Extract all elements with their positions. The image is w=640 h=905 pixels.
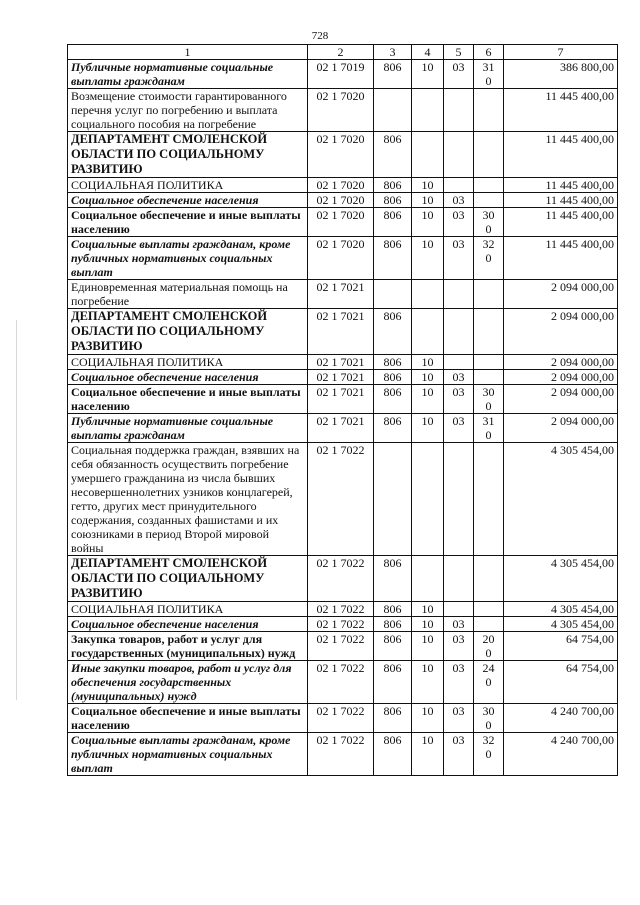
row-amount-cell: 386 800,00 (504, 60, 618, 89)
row-expense-type-cell: 31 0 (474, 60, 504, 89)
row-expense-type-cell: 32 0 (474, 733, 504, 776)
row-target-article-cell: 02 1 7021 (308, 309, 374, 355)
row-subsection-cell: 03 (444, 414, 474, 443)
table-row (68, 414, 618, 443)
row-subsection-cell (444, 602, 474, 617)
row-amount-cell: 11 445 400,00 (504, 178, 618, 193)
row-target-article-cell: 02 1 7022 (308, 602, 374, 617)
row-section-cell: 10 (412, 178, 444, 193)
row-subsection-cell: 03 (444, 370, 474, 385)
row-expense-type-cell (474, 309, 504, 355)
row-name-cell: Закупка товаров, работ и услуг для государственных (муниципальных) нужд (68, 632, 308, 661)
row-expense-type-cell (474, 370, 504, 385)
row-amount-cell: 11 445 400,00 (504, 237, 618, 280)
row-target-article-cell: 02 1 7019 (308, 60, 374, 89)
row-expense-type-cell (474, 280, 504, 309)
row-section-cell: 10 (412, 370, 444, 385)
row-subsection-cell: 03 (444, 237, 474, 280)
row-amount-cell: 2 094 000,00 (504, 414, 618, 443)
row-target-article-cell: 02 1 7021 (308, 414, 374, 443)
row-expense-type-cell (474, 178, 504, 193)
table-row (68, 370, 618, 385)
row-section-cell (412, 89, 444, 132)
table-row (68, 385, 618, 414)
row-grbs-cell (374, 89, 412, 132)
row-section-cell: 10 (412, 60, 444, 89)
page-number: 728 (311, 30, 329, 42)
row-section-cell (412, 556, 444, 602)
header-col-6: 6 (474, 45, 504, 60)
table-row (68, 89, 618, 132)
row-amount-cell: 4 305 454,00 (504, 617, 618, 632)
row-section-cell: 10 (412, 414, 444, 443)
row-expense-type-cell: 20 0 (474, 632, 504, 661)
table-row (68, 132, 618, 178)
row-name-cell: Социальные выплаты гражданам, кроме публичных нормативных социальных выплат (68, 733, 308, 776)
row-expense-type-cell: 30 0 (474, 704, 504, 733)
row-grbs-cell: 806 (374, 617, 412, 632)
row-grbs-cell: 806 (374, 704, 412, 733)
row-target-article-cell: 02 1 7021 (308, 370, 374, 385)
row-subsection-cell: 03 (444, 661, 474, 704)
row-target-article-cell: 02 1 7020 (308, 208, 374, 237)
row-subsection-cell (444, 309, 474, 355)
table-row (68, 193, 618, 208)
row-amount-cell: 11 445 400,00 (504, 193, 618, 208)
table-row (68, 280, 618, 309)
row-subsection-cell (444, 280, 474, 309)
row-expense-type-cell (474, 443, 504, 556)
row-name-cell: Социальное обеспечение населения (68, 193, 308, 208)
row-name-cell: Публичные нормативные социальные выплаты гражданам (68, 414, 308, 443)
row-grbs-cell: 806 (374, 602, 412, 617)
row-target-article-cell: 02 1 7020 (308, 178, 374, 193)
table-row (68, 602, 618, 617)
row-amount-cell: 4 305 454,00 (504, 602, 618, 617)
row-name-cell: Единовременная материальная помощь на погребение (68, 280, 308, 309)
row-grbs-cell: 806 (374, 178, 412, 193)
row-section-cell: 10 (412, 617, 444, 632)
row-amount-cell: 64 754,00 (504, 632, 618, 661)
row-name-cell: ДЕПАРТАМЕНТ СМОЛЕНСКОЙ ОБЛАСТИ ПО СОЦИАЛЬНОМУ РАЗВИТИЮ (68, 132, 308, 178)
budget-table (67, 44, 618, 776)
row-amount-cell: 2 094 000,00 (504, 370, 618, 385)
table-header (68, 45, 618, 60)
row-target-article-cell: 02 1 7022 (308, 661, 374, 704)
row-expense-type-cell (474, 132, 504, 178)
row-subsection-cell (444, 89, 474, 132)
row-target-article-cell: 02 1 7022 (308, 617, 374, 632)
row-section-cell: 10 (412, 704, 444, 733)
row-grbs-cell: 806 (374, 208, 412, 237)
row-amount-cell: 4 305 454,00 (504, 556, 618, 602)
row-grbs-cell: 806 (374, 661, 412, 704)
row-name-cell: СОЦИАЛЬНАЯ ПОЛИТИКА (68, 355, 308, 370)
row-expense-type-cell (474, 193, 504, 208)
row-subsection-cell (444, 443, 474, 556)
header-col-5: 5 (444, 45, 474, 60)
row-expense-type-cell: 30 0 (474, 385, 504, 414)
row-subsection-cell: 03 (444, 617, 474, 632)
row-name-cell: Социальное обеспечение и иные выплаты населению (68, 385, 308, 414)
row-name-cell: СОЦИАЛЬНАЯ ПОЛИТИКА (68, 602, 308, 617)
row-target-article-cell: 02 1 7021 (308, 280, 374, 309)
table-row (68, 237, 618, 280)
row-grbs-cell: 806 (374, 193, 412, 208)
row-subsection-cell: 03 (444, 632, 474, 661)
row-section-cell: 10 (412, 237, 444, 280)
row-expense-type-cell (474, 355, 504, 370)
row-subsection-cell (444, 132, 474, 178)
row-target-article-cell: 02 1 7022 (308, 556, 374, 602)
scan-margin-line (16, 320, 17, 700)
row-name-cell: Публичные нормативные социальные выплаты гражданам (68, 60, 308, 89)
row-subsection-cell: 03 (444, 704, 474, 733)
row-expense-type-cell: 24 0 (474, 661, 504, 704)
table-row (68, 208, 618, 237)
row-expense-type-cell (474, 602, 504, 617)
header-col-7: 7 (504, 45, 618, 60)
row-name-cell: Социальная поддержка граждан, взявших на себя обязанность осуществить погребение умершего гражданина из числа бывших несовершеннолетних узников концлагерей, гетто, других мест принудительного содержания, созданных фашистами и их союзниками в период Второй мировой войны (68, 443, 308, 556)
row-expense-type-cell: 31 0 (474, 414, 504, 443)
row-section-cell (412, 132, 444, 178)
row-name-cell: Социальное обеспечение населения (68, 617, 308, 632)
row-amount-cell: 11 445 400,00 (504, 89, 618, 132)
table-row (68, 733, 618, 776)
row-subsection-cell: 03 (444, 208, 474, 237)
row-amount-cell: 2 094 000,00 (504, 355, 618, 370)
row-amount-cell: 2 094 000,00 (504, 385, 618, 414)
header-col-1: 1 (68, 45, 308, 60)
row-section-cell: 10 (412, 208, 444, 237)
row-section-cell (412, 309, 444, 355)
row-grbs-cell: 806 (374, 414, 412, 443)
row-name-cell: СОЦИАЛЬНАЯ ПОЛИТИКА (68, 178, 308, 193)
row-section-cell (412, 443, 444, 556)
row-target-article-cell: 02 1 7022 (308, 704, 374, 733)
table-row (68, 178, 618, 193)
row-section-cell: 10 (412, 385, 444, 414)
row-amount-cell: 11 445 400,00 (504, 208, 618, 237)
table-row (68, 355, 618, 370)
row-expense-type-cell (474, 89, 504, 132)
header-row (68, 45, 618, 60)
row-section-cell: 10 (412, 602, 444, 617)
row-expense-type-cell: 30 0 (474, 208, 504, 237)
row-amount-cell: 11 445 400,00 (504, 132, 618, 178)
row-subsection-cell: 03 (444, 60, 474, 89)
row-grbs-cell (374, 280, 412, 309)
row-grbs-cell: 806 (374, 385, 412, 414)
row-amount-cell: 4 240 700,00 (504, 704, 618, 733)
row-grbs-cell: 806 (374, 733, 412, 776)
row-name-cell: Социальное обеспечение и иные выплаты населению (68, 704, 308, 733)
row-grbs-cell: 806 (374, 355, 412, 370)
header-col-4: 4 (412, 45, 444, 60)
row-expense-type-cell (474, 556, 504, 602)
row-target-article-cell: 02 1 7020 (308, 193, 374, 208)
row-name-cell: Социальное обеспечение населения (68, 370, 308, 385)
row-name-cell: ДЕПАРТАМЕНТ СМОЛЕНСКОЙ ОБЛАСТИ ПО СОЦИАЛЬНОМУ РАЗВИТИЮ (68, 556, 308, 602)
row-grbs-cell: 806 (374, 237, 412, 280)
row-grbs-cell (374, 443, 412, 556)
table-body (68, 60, 618, 776)
table-row (68, 704, 618, 733)
row-expense-type-cell: 32 0 (474, 237, 504, 280)
row-section-cell: 10 (412, 661, 444, 704)
table-row (68, 60, 618, 89)
row-subsection-cell (444, 178, 474, 193)
row-target-article-cell: 02 1 7021 (308, 385, 374, 414)
table-row (68, 632, 618, 661)
row-target-article-cell: 02 1 7020 (308, 132, 374, 178)
row-section-cell: 10 (412, 355, 444, 370)
table-row (68, 617, 618, 632)
row-target-article-cell: 02 1 7020 (308, 237, 374, 280)
row-section-cell: 10 (412, 733, 444, 776)
row-subsection-cell (444, 556, 474, 602)
table-row (68, 443, 618, 556)
row-subsection-cell: 03 (444, 385, 474, 414)
row-name-cell: Возмещение стоимости гарантированного перечня услуг по погребению и выплата социального пособия на погребение (68, 89, 308, 132)
row-expense-type-cell (474, 617, 504, 632)
row-amount-cell: 2 094 000,00 (504, 309, 618, 355)
table-row (68, 309, 618, 355)
row-target-article-cell: 02 1 7020 (308, 89, 374, 132)
row-amount-cell: 4 240 700,00 (504, 733, 618, 776)
row-name-cell: Иные закупки товаров, работ и услуг для обеспечения государственных (муниципальных) нужд (68, 661, 308, 704)
row-section-cell: 10 (412, 632, 444, 661)
table-row (68, 661, 618, 704)
header-col-2: 2 (308, 45, 374, 60)
row-grbs-cell: 806 (374, 309, 412, 355)
table-row (68, 556, 618, 602)
row-subsection-cell: 03 (444, 733, 474, 776)
row-grbs-cell: 806 (374, 370, 412, 385)
row-name-cell: Социальные выплаты гражданам, кроме публичных нормативных социальных выплат (68, 237, 308, 280)
row-subsection-cell (444, 355, 474, 370)
row-name-cell: ДЕПАРТАМЕНТ СМОЛЕНСКОЙ ОБЛАСТИ ПО СОЦИАЛЬНОМУ РАЗВИТИЮ (68, 309, 308, 355)
row-grbs-cell: 806 (374, 60, 412, 89)
row-section-cell: 10 (412, 193, 444, 208)
row-amount-cell: 4 305 454,00 (504, 443, 618, 556)
row-name-cell: Социальное обеспечение и иные выплаты населению (68, 208, 308, 237)
row-target-article-cell: 02 1 7022 (308, 443, 374, 556)
row-section-cell (412, 280, 444, 309)
row-amount-cell: 2 094 000,00 (504, 280, 618, 309)
row-grbs-cell: 806 (374, 556, 412, 602)
row-subsection-cell: 03 (444, 193, 474, 208)
row-grbs-cell: 806 (374, 632, 412, 661)
row-grbs-cell: 806 (374, 132, 412, 178)
row-target-article-cell: 02 1 7022 (308, 733, 374, 776)
header-col-3: 3 (374, 45, 412, 60)
row-amount-cell: 64 754,00 (504, 661, 618, 704)
row-target-article-cell: 02 1 7022 (308, 632, 374, 661)
row-target-article-cell: 02 1 7021 (308, 355, 374, 370)
